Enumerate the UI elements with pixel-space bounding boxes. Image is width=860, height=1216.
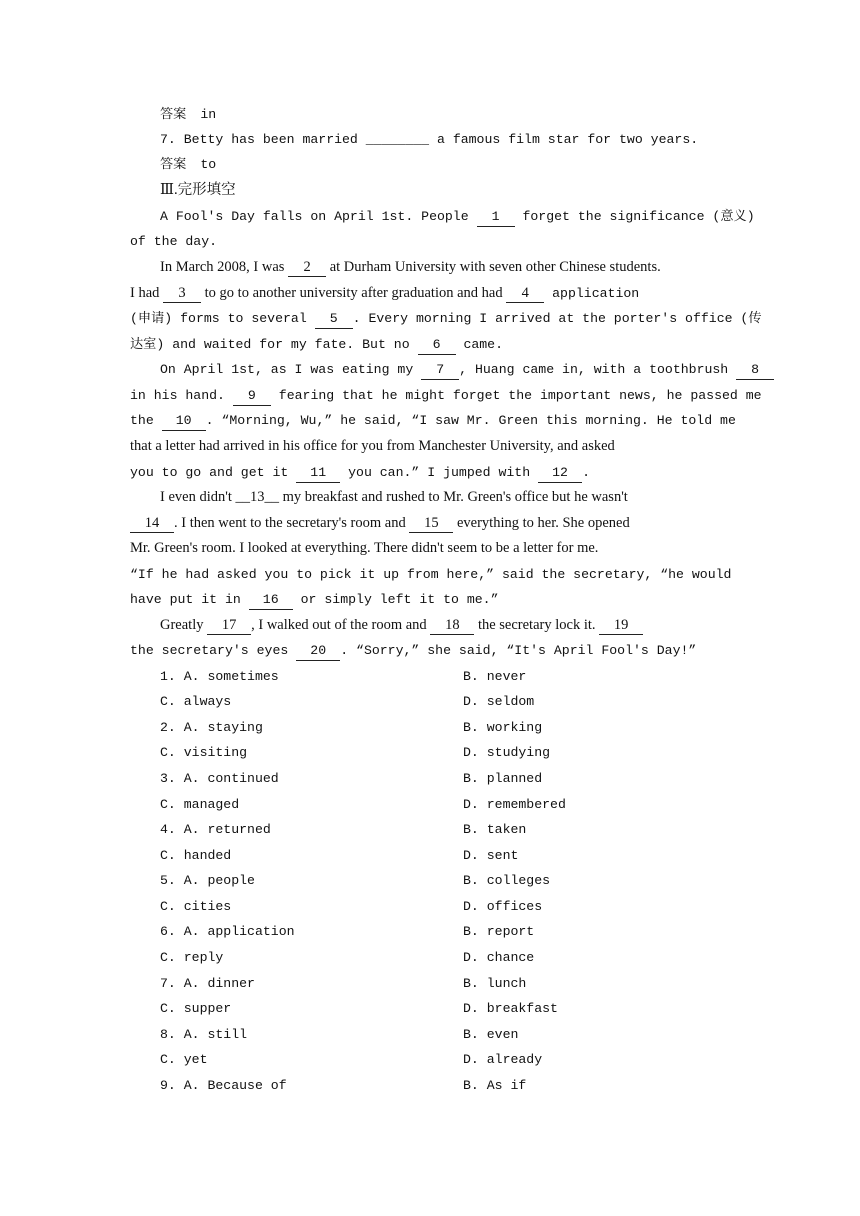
blank-5: 5 — [315, 310, 353, 329]
question-text: a famous film star for two years. — [429, 132, 699, 147]
passage-text: the secretary's eyes — [130, 643, 297, 658]
passage-text: you to go and get it — [130, 465, 297, 480]
passage-line — [130, 281, 732, 307]
option-right: B. report — [463, 924, 535, 939]
passage-text: fearing that he might forget the important news, he passed me — [270, 388, 762, 403]
passage-text: Greatly — [160, 617, 208, 633]
answer-value: in — [200, 107, 217, 122]
passage-text: to go to another university after graduation and had — [201, 285, 507, 301]
passage-line — [160, 357, 760, 383]
section-title: Ⅲ.完形填空 — [160, 182, 236, 198]
passage-text: application — [544, 286, 640, 301]
passage-line — [130, 332, 732, 358]
option-left: 5. A. people — [160, 873, 255, 888]
passage-text: (申请) forms to several — [130, 311, 315, 326]
question-blank: ________ — [365, 132, 430, 147]
option-left: 4. A. returned — [160, 822, 271, 837]
passage-text: , Huang came in, with a toothbrush — [459, 362, 737, 377]
blank-7: 7 — [421, 361, 459, 380]
option-right: B. As if — [463, 1078, 527, 1093]
passage-text: . — [582, 465, 590, 480]
option-right: D. seldom — [463, 694, 535, 709]
passage-text: 达室) and waited for my fate. But no — [130, 337, 418, 352]
passage-line — [130, 408, 736, 434]
option-right: B. never — [463, 669, 527, 684]
blank-1: 1 — [477, 208, 515, 227]
option-left: C. handed — [160, 848, 232, 863]
answer-label: 答案 — [160, 157, 187, 172]
passage-line — [130, 638, 732, 664]
option-right: B. planned — [463, 771, 543, 786]
passage-text: came. — [455, 337, 504, 352]
option-right: D. chance — [463, 950, 535, 965]
blank-11: 11 — [296, 464, 340, 483]
passage-text: have put it in — [130, 592, 249, 607]
option-left: 1. A. sometimes — [160, 669, 279, 684]
blank-17: 17 — [207, 616, 251, 635]
passage-line: that a letter had arrived in his office for you from Manchester University, and asked — [130, 438, 615, 454]
passage-line — [160, 255, 735, 281]
option-right: B. colleges — [463, 873, 551, 888]
passage-text: I had — [130, 285, 164, 301]
blank-16: 16 — [249, 591, 293, 610]
passage-text: , I walked out of the room and — [251, 617, 431, 633]
passage-line — [130, 383, 762, 409]
option-right: D. remembered — [463, 797, 566, 812]
option-left: 7. A. dinner — [160, 976, 255, 991]
answer-label: 答案 — [160, 107, 187, 122]
passage-text: you can.” I jumped with — [340, 465, 539, 480]
option-left: C. managed — [160, 797, 240, 812]
option-right: B. taken — [463, 822, 527, 837]
option-left: 2. A. staying — [160, 720, 263, 735]
option-right: B. lunch — [463, 976, 527, 991]
passage-line — [130, 306, 762, 332]
question-7 — [160, 127, 762, 153]
blank-20: 20 — [296, 642, 340, 661]
passage-text: . I then went to the secretary's room and — [174, 515, 410, 531]
passage-text: the secretary lock it. — [474, 617, 600, 633]
option-left: C. visiting — [160, 745, 248, 760]
passage-line — [130, 587, 732, 613]
option-right: D. breakfast — [463, 1001, 558, 1016]
passage-text: in his hand. — [130, 388, 233, 403]
option-left: C. always — [160, 694, 232, 709]
passage-text: In March 2008, I was — [160, 259, 289, 275]
option-left: C. cities — [160, 899, 232, 914]
blank-8: 8 — [736, 361, 774, 380]
passage-line: “If he had asked you to pick it up from here,” said the secretary, “he would — [130, 567, 732, 582]
blank-2: 2 — [288, 258, 326, 277]
blank-12: 12 — [538, 464, 582, 483]
passage-line — [130, 460, 732, 486]
passage-text: . “Sorry,” she said, “It's April Fool's Day!” — [340, 643, 697, 658]
option-right: D. offices — [463, 899, 543, 914]
question-text: 7. Betty has been married — [160, 132, 366, 147]
blank-4: 4 — [506, 284, 544, 303]
option-left: 9. A. Because of — [160, 1078, 287, 1093]
blank-3: 3 — [163, 284, 201, 303]
option-left: 3. A. continued — [160, 771, 279, 786]
answer-value: to — [200, 157, 217, 172]
passage-text: the — [130, 413, 162, 428]
option-left: C. supper — [160, 1001, 232, 1016]
passage-line: Mr. Green's room. I looked at everything. There didn't seem to be a letter for me. — [130, 540, 599, 556]
option-right: D. sent — [463, 848, 519, 863]
passage-line: I even didn't __13__ my breakfast and rushed to Mr. Green's office but he wasn't — [160, 489, 628, 505]
passage-text: or simply left it to me.” — [292, 592, 499, 607]
option-right: D. studying — [463, 745, 551, 760]
blank-15: 15 — [409, 514, 453, 533]
passage-text: everything to her. She opened — [453, 515, 630, 531]
passage-text: . Every morning I arrived at the porter's office (传 — [352, 311, 762, 326]
passage-text: A Fool's Day falls on April 1st. People — [160, 209, 477, 224]
passage-line — [160, 204, 755, 230]
option-left: C. yet — [160, 1052, 208, 1067]
blank-10: 10 — [162, 412, 206, 431]
option-right: B. working — [463, 720, 543, 735]
blank-18: 18 — [430, 616, 474, 635]
passage-line: of the day. — [130, 234, 218, 249]
blank-9: 9 — [233, 387, 271, 406]
passage-text: . “Morning, Wu,” he said, “I saw Mr. Green this morning. He told me — [205, 413, 736, 428]
option-left: C. reply — [160, 950, 224, 965]
passage-text: at Durham University with seven other Chinese students. — [326, 259, 661, 275]
blank-19: 19 — [599, 616, 643, 635]
option-left: 6. A. application — [160, 924, 295, 939]
passage-text: On April 1st, as I was eating my — [160, 362, 422, 377]
passage-line — [130, 511, 732, 537]
passage-line — [160, 613, 735, 639]
blank-14: 14 — [130, 514, 174, 533]
question-7-answer — [160, 152, 762, 178]
option-right: B. even — [463, 1027, 519, 1042]
passage-text: forget the significance (意义) — [514, 209, 755, 224]
previous-answer — [160, 102, 762, 128]
option-right: D. already — [463, 1052, 543, 1067]
blank-6: 6 — [418, 336, 456, 355]
option-left: 8. A. still — [160, 1027, 248, 1042]
